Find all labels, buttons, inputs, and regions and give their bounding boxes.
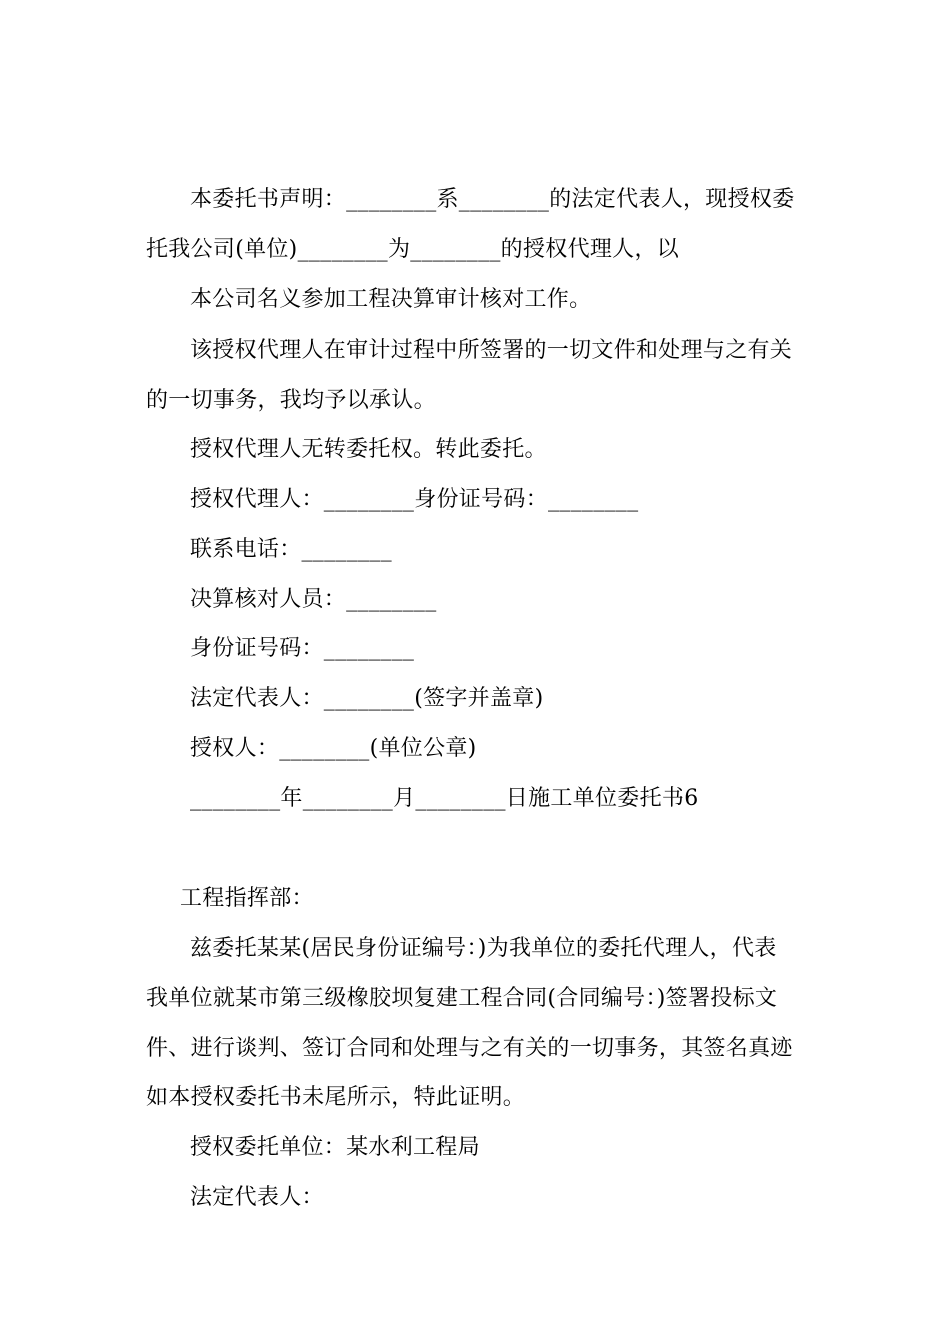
body-line-1: 兹委托某某(居民身份证编号：)为我单位的委托代理人，代表 [190,936,777,961]
authorizer-line: 授权人：________(单位公章) [190,736,477,761]
body-line-4: 如本授权委托书未尾所示，特此证明。 [146,1085,526,1110]
legal-representative-line-2: 法定代表人： [190,1185,324,1210]
date-line: ________年________月________日施工单位委托书6 [190,786,699,811]
legal-representative-line: 法定代表人：________(签字并盖章) [190,686,544,711]
declaration-line-1: 本委托书声明：________系________的法定代表人，现授权委 [190,187,795,212]
agent-id-line: 授权代理人：________身份证号码：________ [190,487,639,512]
auditor-line: 决算核对人员：________ [190,587,437,612]
body-line-3: 件、进行谈判、签订合同和处理与之有关的一切事务，其签名真迹 [146,1036,793,1061]
authorizing-unit-line: 授权委托单位：某水利工程局 [190,1135,480,1160]
phone-line: 联系电话：________ [190,537,392,562]
acknowledge-line-2: 的一切事务，我均予以承认。 [146,388,436,413]
no-transfer-text: 授权代理人无转委托权。转此委托。 [190,437,547,462]
id-number-line: 身份证号码：________ [190,636,415,661]
body-line-2: 我单位就某市第三级橡胶坝复建工程合同(合同编号：)签署投标文 [146,986,778,1011]
declaration-line-3: 本公司名义参加工程决算审计核对工作。 [190,287,592,312]
declaration-line-2: 托我公司(单位)________为________的授权代理人，以 [146,237,680,262]
recipient-heading: 工程指挥部： [180,886,314,911]
acknowledge-line-1: 该授权代理人在审计过程中所签署的一切文件和处理与之有关 [190,338,793,363]
